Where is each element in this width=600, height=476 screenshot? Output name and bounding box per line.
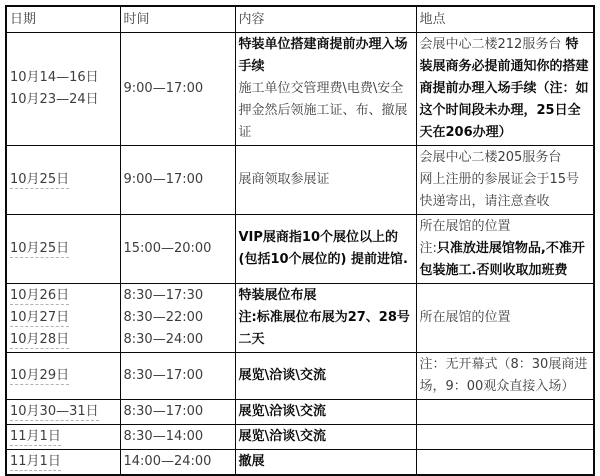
header-row	[6, 6, 594, 33]
time-line	[124, 78, 232, 100]
text-segment: 特装展位布展	[238, 288, 317, 303]
content-cell	[235, 146, 416, 215]
time-text: 8:30—17:00	[123, 368, 204, 383]
text-segment: 特装单位搭建商提前办理入场手续	[238, 37, 408, 74]
location-cell	[416, 425, 594, 450]
time-line	[124, 307, 232, 329]
text-paragraph	[239, 401, 413, 423]
column-header-date: 日期	[6, 6, 120, 33]
time-text: 8:30—17:30	[123, 288, 204, 303]
table-row	[6, 353, 594, 400]
text-paragraph	[420, 34, 591, 144]
date-line	[10, 169, 117, 191]
text-segment: 展商领取参展证	[238, 172, 330, 187]
content-cell	[235, 284, 416, 353]
date-text: 10月28日	[10, 332, 70, 347]
date-line	[10, 285, 117, 307]
time-line	[124, 238, 232, 260]
date-text: 10月23—24日	[10, 92, 99, 107]
text-paragraph	[239, 34, 413, 78]
text-segment: 所在展馆的位置	[419, 310, 511, 325]
column-header-content: 内容	[235, 6, 416, 33]
text-segment: 注：无开幕式（8：30展商进场，9：00观众直接入场）	[419, 357, 588, 394]
location-cell	[416, 284, 594, 353]
text-paragraph	[420, 216, 591, 238]
date-cell	[6, 400, 120, 425]
text-segment: 会展中心二楼212服务台	[419, 37, 566, 52]
text-segment: 注:标准展位布展为27、28号二天	[238, 310, 410, 347]
text-paragraph	[420, 307, 591, 329]
date-cell	[6, 146, 120, 215]
text-segment: 展览\洽谈\交流	[238, 404, 326, 419]
date-line	[10, 451, 117, 473]
text-paragraph	[420, 169, 591, 213]
content-cell	[235, 353, 416, 400]
text-segment: 展览\洽谈\交流	[238, 368, 326, 383]
location-cell	[416, 400, 594, 425]
date-line	[10, 329, 117, 351]
date-cell	[6, 33, 120, 146]
time-cell	[120, 425, 235, 450]
date-text: 10月14—16日	[10, 70, 99, 85]
text-segment: 特装展商务必提前通知你的搭建商提前办理入场手续（注：如这个时间段未办理，25日全天在206办理）	[419, 37, 589, 140]
date-cell	[6, 284, 120, 353]
date-line	[10, 67, 117, 89]
time-text: 9:00—17:00	[123, 81, 204, 96]
date-line	[10, 365, 117, 387]
text-paragraph	[420, 238, 591, 282]
text-paragraph	[420, 147, 591, 169]
location-cell	[416, 215, 594, 284]
date-text: 11月1日	[10, 429, 61, 444]
text-segment: 撤展	[238, 454, 265, 469]
table-row	[6, 284, 594, 353]
date-cell	[6, 215, 120, 284]
column-header-time: 时间	[120, 6, 235, 33]
time-line	[124, 169, 232, 191]
text-segment: 施工单位交管理费\电费\安全押金然后领施工证、布、撤展证	[238, 81, 408, 140]
date-line	[10, 426, 117, 448]
time-text: 8:30—22:00	[123, 310, 204, 325]
table-row	[6, 146, 594, 215]
date-line	[10, 238, 117, 260]
table-body	[6, 33, 594, 476]
date-cell	[6, 425, 120, 450]
time-cell	[120, 284, 235, 353]
table-row	[6, 450, 594, 476]
text-segment: 会展中心二楼205服务台	[419, 150, 562, 165]
date-text: 10月27日	[10, 310, 70, 325]
text-segment: 网上注册的参展证会于15号快递寄出，请注意查收	[419, 172, 580, 209]
content-cell	[235, 400, 416, 425]
time-text: 15:00—20:00	[123, 241, 212, 256]
time-line	[124, 426, 232, 448]
date-text: 10月25日	[10, 241, 70, 256]
table-row	[6, 400, 594, 425]
location-cell	[416, 353, 594, 400]
time-line	[124, 285, 232, 307]
date-text: 10月25日	[10, 172, 70, 187]
location-cell	[416, 33, 594, 146]
content-cell	[235, 450, 416, 476]
content-cell	[235, 425, 416, 450]
text-segment: 所在展馆的位置	[419, 219, 511, 234]
time-text: 14:00—24:00	[123, 454, 212, 469]
text-paragraph	[239, 307, 413, 351]
date-line	[10, 89, 117, 111]
table-row	[6, 33, 594, 146]
date-text: 10月29日	[10, 368, 70, 383]
time-cell	[120, 353, 235, 400]
time-text: 9:00—17:00	[123, 172, 204, 187]
text-segment: 只准放进展馆物品,不准开包装施工.否则收取加班费	[419, 241, 585, 278]
time-line	[124, 401, 232, 423]
time-text: 8:30—17:00	[123, 404, 204, 419]
date-text: 11月1日	[10, 454, 61, 469]
column-header-location: 地点	[416, 6, 594, 33]
date-text: 10月30—31日	[10, 404, 99, 419]
time-cell	[120, 450, 235, 476]
text-paragraph	[239, 285, 413, 307]
text-paragraph	[239, 169, 413, 191]
time-cell	[120, 215, 235, 284]
time-cell	[120, 33, 235, 146]
date-text: 10月26日	[10, 288, 70, 303]
table-row	[6, 215, 594, 284]
schedule-table	[5, 5, 595, 476]
text-paragraph	[420, 354, 591, 398]
time-cell	[120, 146, 235, 215]
date-cell	[6, 450, 120, 476]
location-cell	[416, 450, 594, 476]
text-paragraph	[239, 365, 413, 387]
text-paragraph	[239, 227, 413, 271]
location-cell	[416, 146, 594, 215]
date-line	[10, 307, 117, 329]
date-line	[10, 401, 117, 423]
text-segment: VIP展商指10个展位以上的(包括10个展位的) 提前进馆.	[238, 230, 408, 267]
time-line	[124, 365, 232, 387]
time-line	[124, 451, 232, 473]
time-text: 8:30—24:00	[123, 332, 204, 347]
text-segment: 注:	[419, 241, 437, 256]
time-text: 8:30—14:00	[123, 429, 204, 444]
content-cell	[235, 33, 416, 146]
content-cell	[235, 215, 416, 284]
text-paragraph	[239, 426, 413, 448]
text-paragraph	[239, 451, 413, 473]
date-cell	[6, 353, 120, 400]
table-row	[6, 425, 594, 450]
time-line	[124, 329, 232, 351]
text-paragraph	[239, 78, 413, 144]
time-cell	[120, 400, 235, 425]
text-segment: 展览\洽谈\交流	[238, 429, 326, 444]
